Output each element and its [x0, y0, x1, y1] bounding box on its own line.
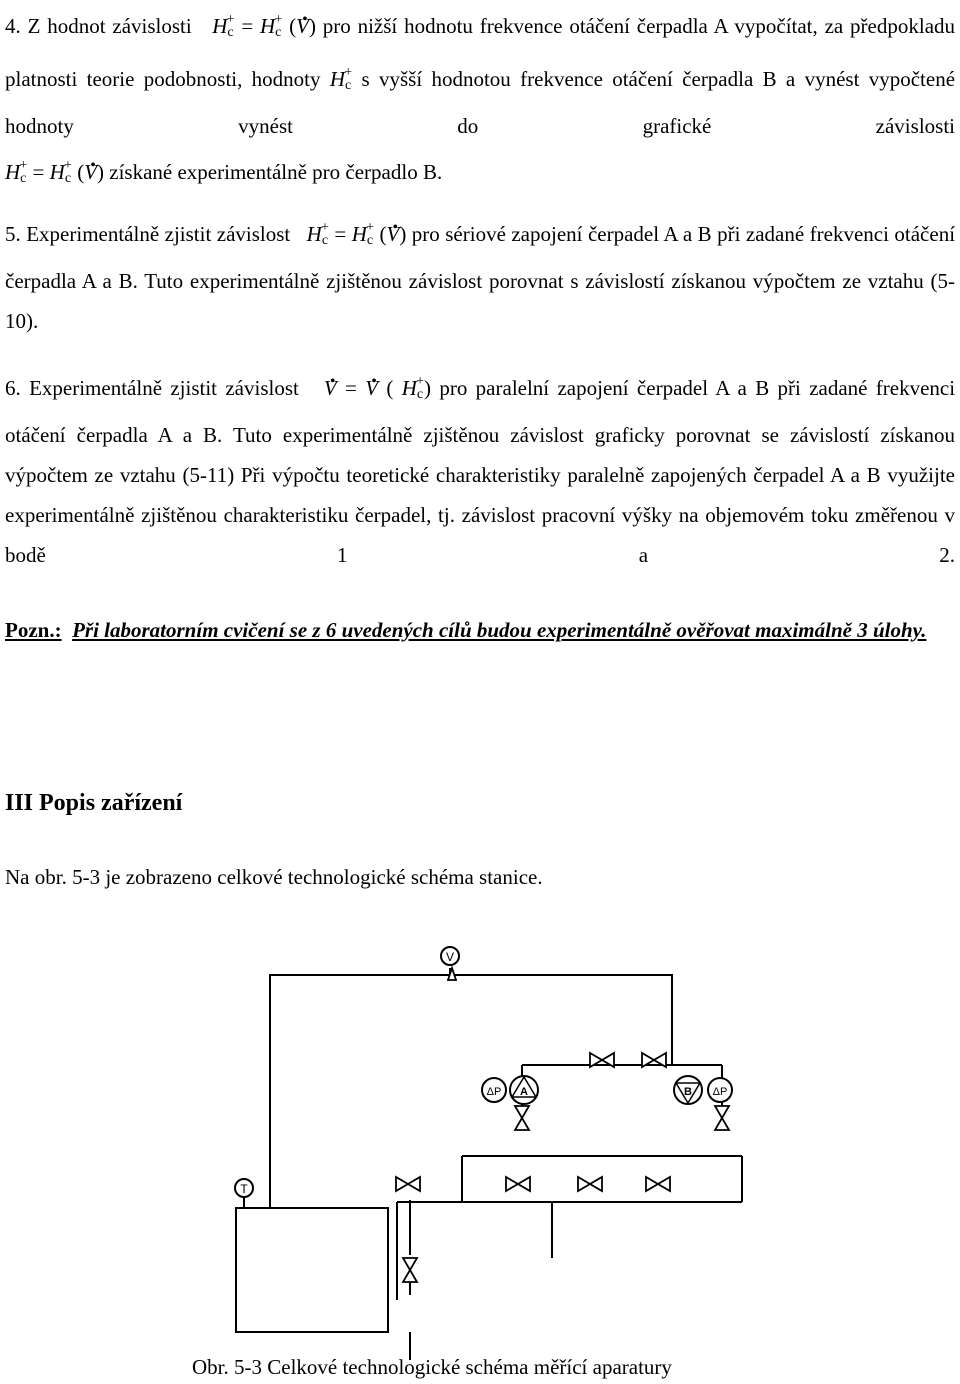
svg-text:ΔP: ΔP: [486, 1086, 502, 1098]
figure-caption: Obr. 5-3 Celkové technologické schéma měřící aparatury: [192, 1355, 672, 1379]
item-6-paragraph: 6. Experimentálně zjistit závislost • V = • V ( $H_c^+$) pro paralelní zapojení čerpadel A a B při zadané frekvenci otáčení čerpadla A a B. Tuto experimentálně zjištěnou závislost graficky porovnat se závislostí získanou výpočtem ze vztahu (5-11) Při výpočtu teoretické charakteristiky paralelně zapojených čerpadel A a B využijte experimentálně zjištěnou charakteristiku čerpadel, tj. závislost pracovní výšky na objemovém toku změřenou v bodě 1 a 2.: [5, 362, 955, 575]
dp-gauge-b-icon: [708, 1078, 732, 1102]
valve-icon: [715, 1118, 729, 1130]
item-4-paragraph: 4. Z hodnot závislosti $H_c^+ = H_c^+$ (• V) pro nižší hodnotu frekvence otáčení čerpadla A vypočítat, za předpokladu platnosti teorie podobnosti, hodnoty $H_c^+$ s vyšší hodnotou frekvence otáčení čerpadla B a vynést vypočtené hodnoty vynést do grafické závislosti $H_c^+ = H_c^+$ (• V) získané experimentálně pro čerpadlo B.: [5, 0, 955, 199]
item-5-rest: pro sériové zapojení čerpadel A a B při zadané frekvenci otáčení čerpadla A a B. Tuto experimentálně zjištěnou závislost porovnat s závislostí získanou výpočtem ze vztahu (5-10).: [5, 222, 956, 333]
pump-a-icon: [510, 1076, 538, 1104]
formula-h: $H_c^+$: [212, 12, 235, 40]
item-4-lead: 4. Z hodnot závislosti: [5, 14, 192, 38]
note-text: Při laboratorním cvičení se z 6 uvedených cílů budou experimentálně ověřovat maximálně 3 úlohy.: [72, 618, 927, 642]
tank: [236, 1208, 388, 1332]
item-5-lead: 5. Experimentálně zjistit závislost: [5, 222, 291, 246]
svg-text:ΔP: ΔP: [712, 1086, 728, 1098]
note-label: Pozn.:: [5, 618, 62, 642]
valve-icon: [578, 1177, 590, 1191]
item-6-lead: 6. Experimentálně zjistit závislost: [5, 376, 299, 400]
valve-icon: [408, 1177, 420, 1191]
item-4-middle: pro nižší hodnotu frekvence otáčení čerpadla A vypočítat, za předpokladu platnosti teorie podobnosti, hodnoty: [5, 14, 956, 91]
valve-icon: [403, 1258, 417, 1270]
dp-gauge-a-icon: [482, 1078, 506, 1102]
svg-text:A: A: [520, 1086, 528, 1098]
pipe-top-header: [270, 975, 672, 1026]
technological-scheme-diagram: [222, 940, 762, 1360]
valve-icon: [515, 1106, 529, 1118]
svg-text:B: B: [684, 1086, 692, 1098]
pump-b-icon: [674, 1076, 702, 1104]
valve-icon: [658, 1177, 670, 1191]
intro-text: Na obr. 5-3 je zobrazeno celkové technologické schéma stanice.: [5, 865, 543, 889]
valve-icon: [403, 1270, 417, 1282]
voltmeter-icon: [441, 947, 459, 965]
note-paragraph: [5, 612, 955, 648]
valve-icon: [396, 1177, 408, 1191]
valve-icon: [715, 1106, 729, 1118]
valve-icon: [515, 1118, 529, 1130]
item-4-tail: získané experimentálně pro čerpadlo B.: [109, 160, 443, 184]
svg-text:T: T: [240, 1182, 248, 1196]
svg-text:V: V: [445, 950, 455, 964]
item-6-rest: pro paralelní zapojení čerpadel A a B při zadané frekvenci otáčení čerpadla A a B. Tuto experimentálně zjištěnou závislost graficky porovnat se závislostí získanou výpočtem ze vztahu (5-11) Při výpočtu teoretické charakteristiky paralelně zapojených čerpadel A a B využijte experimentálně zjištěnou charakteristiku čerpadel, tj. závislost pracovní výšky na objemovém toku změřenou v bodě 1 a 2.: [5, 376, 956, 567]
thermometer-icon: [235, 1179, 253, 1197]
valve-icon: [646, 1177, 658, 1191]
item-5-paragraph: 5. Experimentálně zjistit závislost $H_c^+ = H_c^+$ (• V) pro sériové zapojení čerpadel A a B při zadané frekvenci otáčení čerpadla A a B. Tuto experimentálně zjištěnou závislost porovnat s závislostí získanou výpočtem ze vztahu (5-10).: [5, 208, 955, 341]
valve-icon: [518, 1177, 530, 1191]
item-4-rest: s vyšší hodnotou frekvence otáčení čerpadla B a vynést vypočtené hodnoty vynést do grafické závislosti: [5, 67, 956, 138]
section-heading: III Popis zařízení: [5, 790, 183, 816]
valve-icon: [506, 1177, 518, 1191]
valve-icon: [590, 1177, 602, 1191]
